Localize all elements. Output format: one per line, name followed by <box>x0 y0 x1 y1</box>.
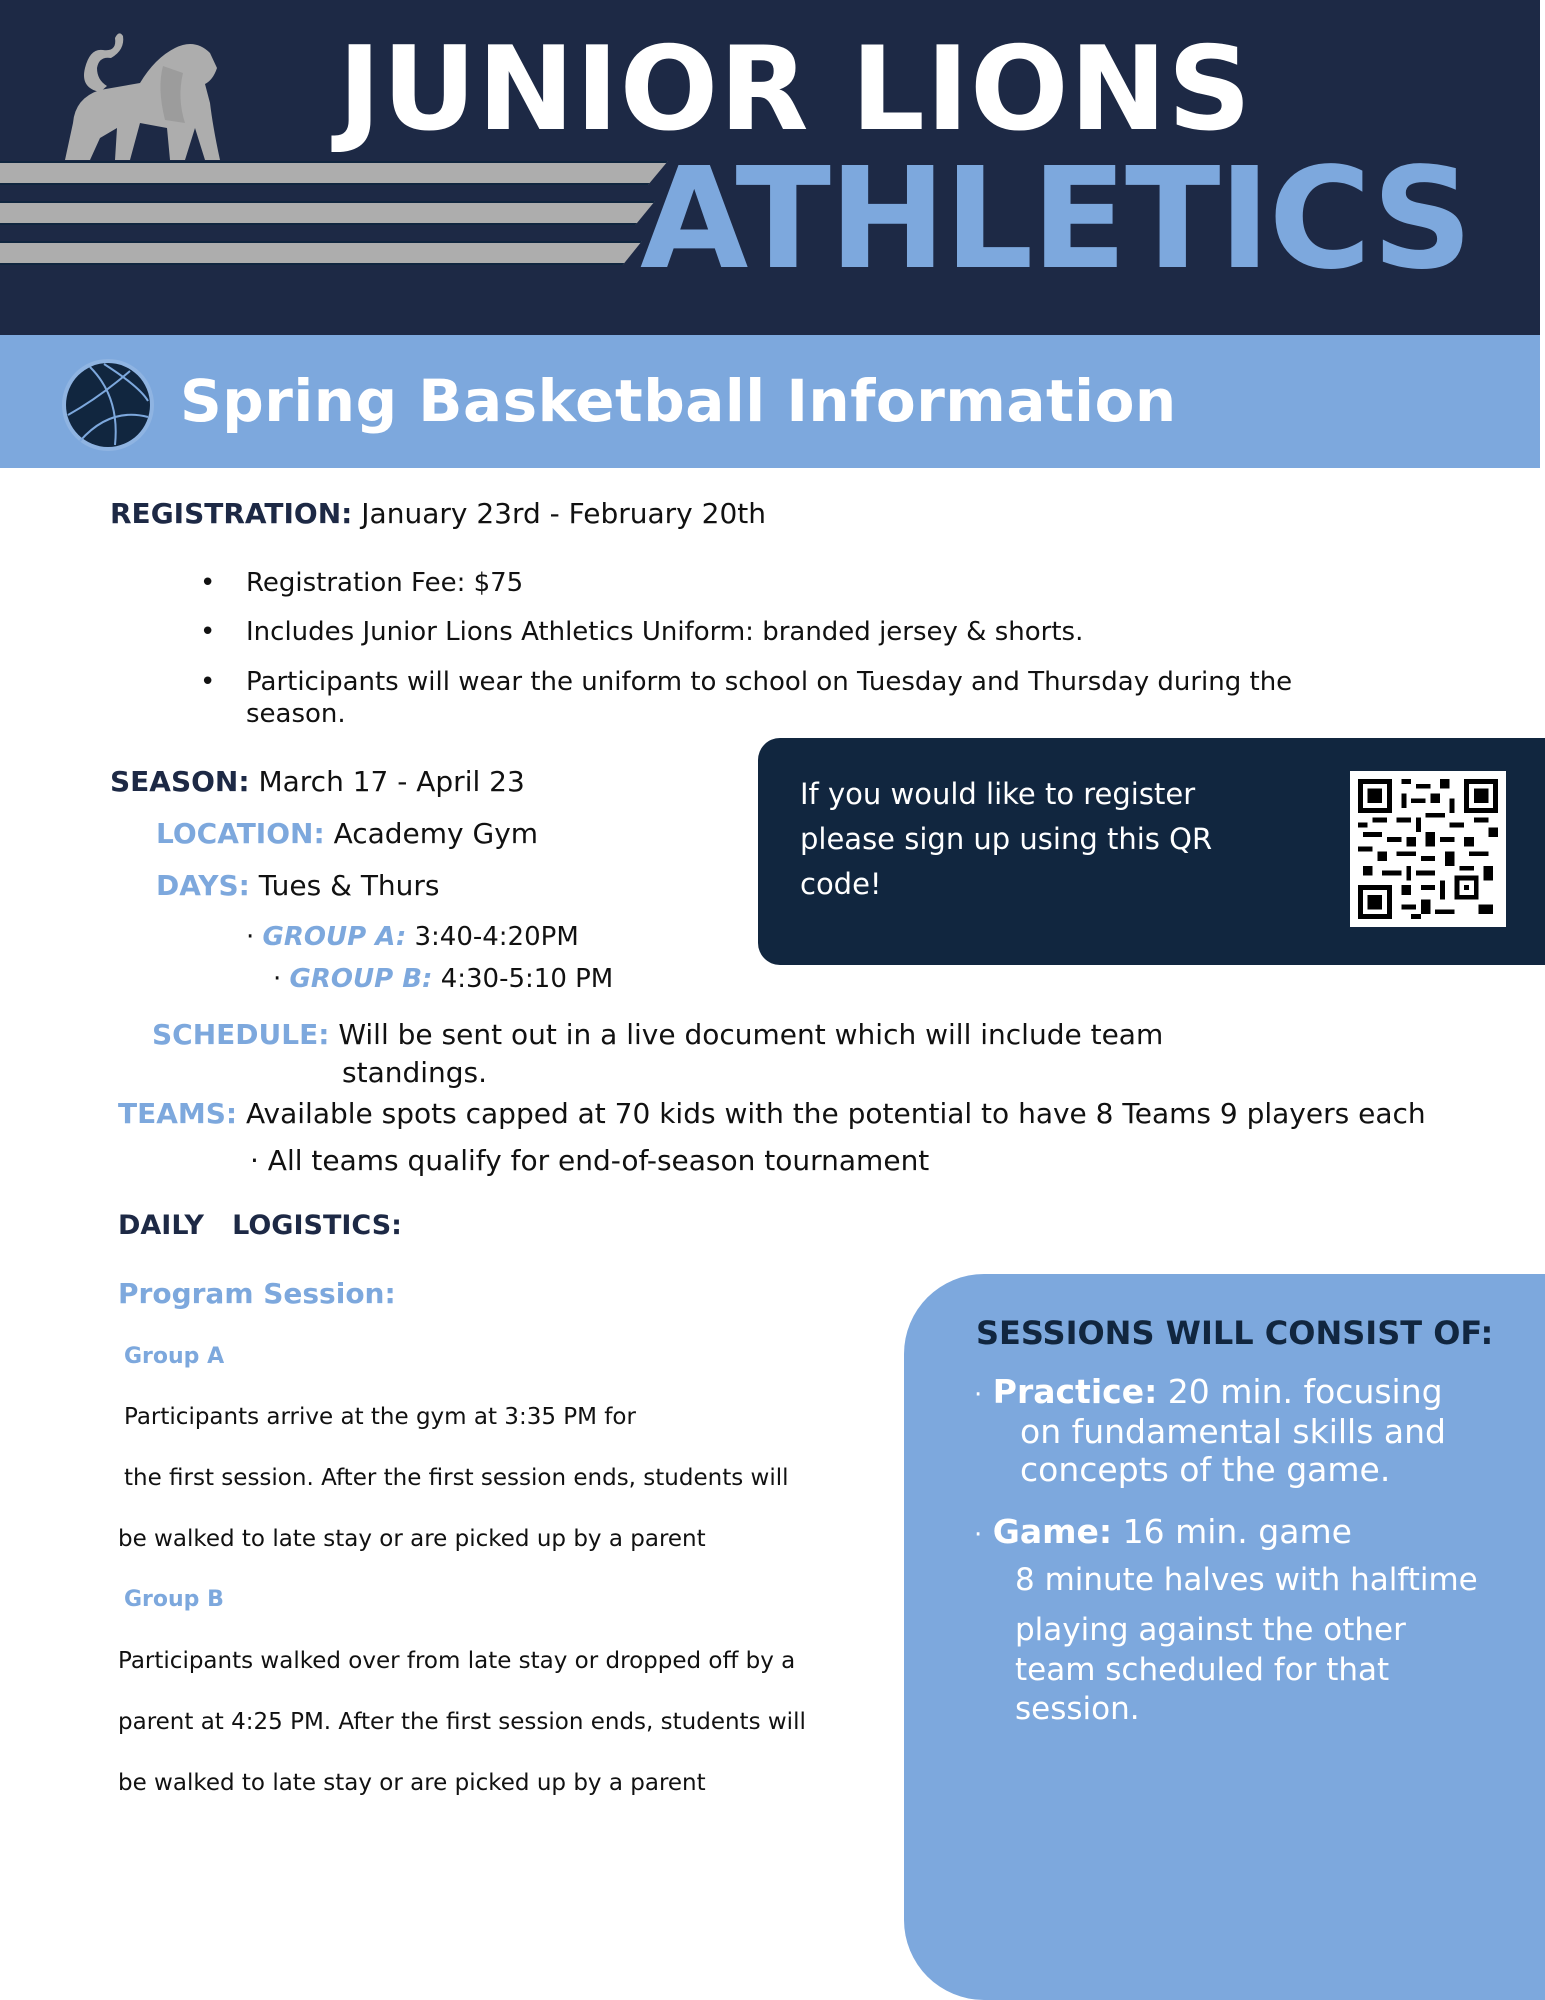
schedule-label: SCHEDULE: <box>152 1018 330 1051</box>
uniform-wear-info: Participants will wear the uniform to school on Tuesday and Thursday during the <box>246 667 1293 697</box>
section-banner <box>0 335 1540 468</box>
group-a-time: 3:40-4:20PM <box>414 922 579 952</box>
uniform-info: Includes Junior Lions Athletics Uniform: branded jersey & shorts. <box>246 617 1084 647</box>
practice-line <box>974 1372 1443 1411</box>
days-row <box>156 869 440 902</box>
group-b-time: 4:30-5:10 PM <box>440 964 614 994</box>
location-value: Academy Gym <box>333 817 539 850</box>
group-b-line: be walked to late stay or are picked up by a parent <box>118 1770 706 1796</box>
program-session-heading: Program Session: <box>118 1277 396 1310</box>
group-a-line: the first session. After the first session ends, students will <box>124 1465 789 1491</box>
group-b-time-row <box>273 964 613 994</box>
bullet-icon: · <box>246 922 255 952</box>
group-b-heading: Group B <box>124 1587 224 1612</box>
title-athletics: ATHLETICS <box>640 138 1471 301</box>
bullet-icon: · <box>273 964 282 994</box>
title-junior-lions: JUNIOR LIONS <box>338 22 1253 157</box>
game-line: 8 minute halves with halftime <box>1015 1562 1478 1598</box>
teams-row <box>118 1097 1426 1130</box>
days-label: DAYS: <box>156 869 250 902</box>
schedule-line2: standings. <box>342 1056 488 1089</box>
registration-bullet <box>200 568 524 598</box>
group-b-line: Participants walked over from late stay or dropped off by a <box>118 1648 796 1674</box>
bullet-icon: · <box>974 1520 983 1550</box>
schedule-row <box>152 1018 1163 1051</box>
game-line: team scheduled for that <box>1015 1652 1390 1688</box>
bullet-icon: • <box>200 667 216 697</box>
sessions-box <box>904 1274 1545 2000</box>
game-line: playing against the other <box>1015 1612 1406 1648</box>
group-a-time-row <box>246 922 579 952</box>
group-b-line: parent at 4:25 PM. After the first session ends, students will <box>118 1709 806 1735</box>
registration-dates: January 23rd - February 20th <box>361 497 766 530</box>
section-title: Spring Basketball Information <box>180 367 1177 435</box>
qr-callout-text: If you would like to register please sign up using this QR code! <box>800 777 1213 901</box>
location-row <box>156 817 538 850</box>
registration-bullet <box>200 667 1293 697</box>
daily-logistics-heading: DAILY LOGISTICS: <box>118 1210 402 1241</box>
bullet-icon: · <box>974 1380 983 1410</box>
season-dates: March 17 - April 23 <box>258 765 525 798</box>
days-value: Tues & Thurs <box>258 869 440 902</box>
registration-label: REGISTRATION: <box>110 497 353 530</box>
group-b-label: GROUP B: <box>289 964 433 994</box>
practice-label: Practice: <box>992 1372 1158 1411</box>
game-label: Game: <box>992 1512 1113 1551</box>
group-a-label: GROUP A: <box>262 922 407 952</box>
game-line <box>974 1512 1352 1551</box>
bullet-icon: • <box>200 617 216 647</box>
practice-line: on fundamental skills and <box>1020 1412 1446 1451</box>
bullet-icon: • <box>200 568 216 598</box>
header-banner <box>0 0 1540 335</box>
registration-row <box>110 497 766 530</box>
season-row <box>110 765 525 798</box>
group-a-heading: Group A <box>124 1344 225 1369</box>
qr-code-graphic <box>1358 779 1498 919</box>
schedule-line1: Will be sent out in a live document which will include team <box>338 1018 1164 1051</box>
qr-callout <box>758 738 1545 965</box>
group-a-line: Participants arrive at the gym at 3:35 PM for <box>124 1404 636 1430</box>
qr-code-icon[interactable] <box>1350 771 1506 927</box>
sessions-heading: SESSIONS WILL CONSIST OF: <box>976 1314 1494 1352</box>
header-stripe <box>0 241 642 265</box>
game-line: session. <box>1015 1691 1140 1727</box>
season-label: SEASON: <box>110 765 250 798</box>
location-label: LOCATION: <box>156 817 325 850</box>
practice-line: concepts of the game. <box>1020 1450 1391 1489</box>
registration-fee: Registration Fee: $75 <box>246 568 524 598</box>
teams-value: Available spots capped at 70 kids with the potential to have 8 Teams 9 players each <box>246 1097 1426 1130</box>
uniform-wear-info-cont: season. <box>246 699 346 729</box>
lion-icon <box>45 28 255 163</box>
group-a-line: be walked to late stay or are picked up by a parent <box>118 1526 706 1552</box>
teams-sub: · All teams qualify for end-of-season tournament <box>250 1144 930 1177</box>
teams-label: TEAMS: <box>118 1097 238 1130</box>
practice-text: 20 min. focusing <box>1167 1372 1443 1411</box>
registration-bullet <box>200 617 1084 647</box>
basketball-icon <box>60 357 156 453</box>
header-stripe <box>0 201 655 225</box>
game-text: 16 min. game <box>1122 1512 1352 1551</box>
header-stripe <box>0 161 668 185</box>
